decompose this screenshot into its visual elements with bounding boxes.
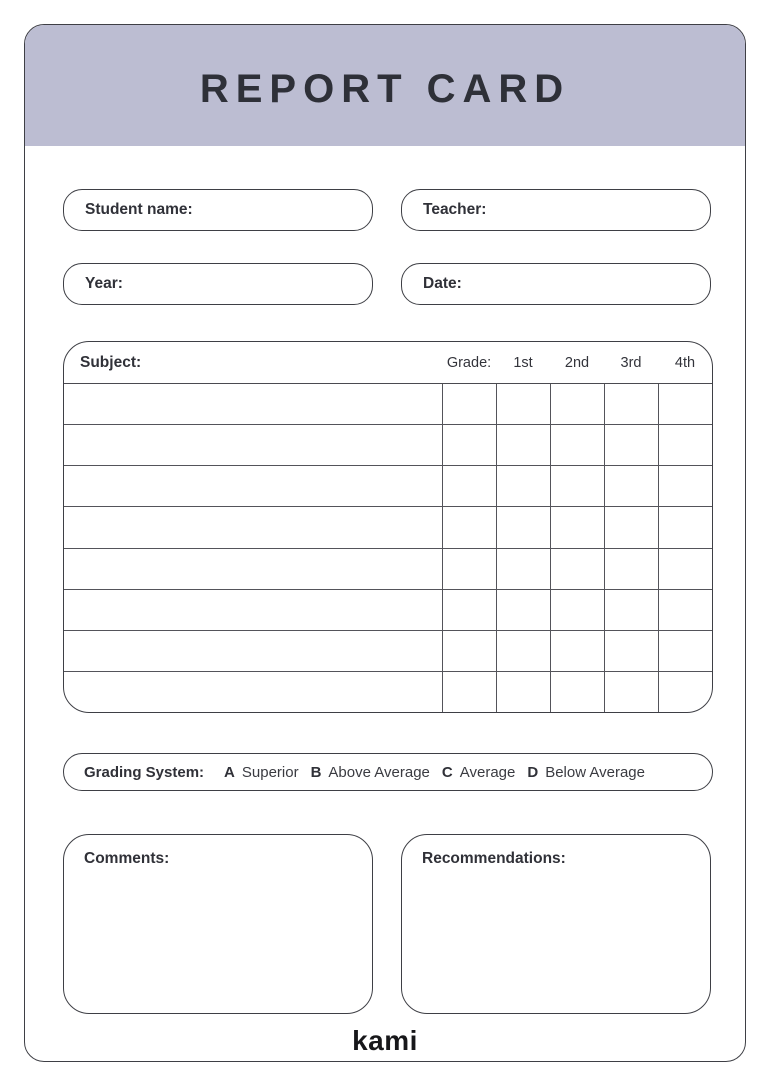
grade-column-header: Grade:	[446, 354, 492, 371]
grade-cell[interactable]	[496, 672, 550, 712]
grade-cell[interactable]	[658, 672, 712, 712]
table-row	[64, 590, 712, 631]
grade-cell[interactable]	[604, 631, 658, 671]
grade-cell[interactable]	[442, 631, 496, 671]
grade-cell[interactable]	[550, 672, 604, 712]
grade-cell[interactable]	[604, 507, 658, 547]
subject-cell[interactable]	[64, 384, 442, 424]
grade-cell[interactable]	[496, 590, 550, 630]
grade-cell[interactable]	[550, 425, 604, 465]
table-row	[64, 384, 712, 425]
comments-label: Comments:	[84, 850, 170, 867]
grade-cell[interactable]	[550, 549, 604, 589]
subject-cell[interactable]	[64, 549, 442, 589]
period-3rd-header: 3rd	[620, 354, 642, 371]
grade-cell[interactable]	[550, 590, 604, 630]
grade-cell[interactable]	[658, 425, 712, 465]
table-row	[64, 672, 712, 712]
teacher-field[interactable]	[401, 189, 711, 231]
grade-letter-b: B	[310, 763, 322, 781]
subject-column-header: Subject:	[80, 353, 142, 371]
grade-letter-d: D	[527, 763, 539, 781]
grading-system-legend	[63, 753, 713, 791]
header-band	[25, 25, 745, 146]
grade-cell[interactable]	[658, 590, 712, 630]
table-header-row	[64, 342, 712, 384]
report-card	[24, 24, 746, 1062]
table-row	[64, 631, 712, 672]
grade-cell[interactable]	[442, 672, 496, 712]
grade-cell[interactable]	[496, 384, 550, 424]
grade-cell[interactable]	[604, 384, 658, 424]
grade-cell[interactable]	[442, 549, 496, 589]
grade-cell[interactable]	[442, 425, 496, 465]
table-row	[64, 507, 712, 548]
grade-meaning-a: Superior	[241, 763, 299, 781]
grade-cell[interactable]	[496, 466, 550, 506]
grading-system-label: Grading System:	[84, 763, 205, 781]
date-label: Date:	[423, 275, 462, 292]
grade-cell[interactable]	[550, 507, 604, 547]
grade-cell[interactable]	[604, 590, 658, 630]
grade-cell[interactable]	[658, 384, 712, 424]
period-4th-header: 4th	[674, 354, 696, 371]
grade-cell[interactable]	[658, 631, 712, 671]
grade-meaning-d: Below Average	[545, 763, 645, 781]
grade-cell[interactable]	[442, 466, 496, 506]
period-2nd-header: 2nd	[564, 354, 590, 371]
year-field[interactable]	[63, 263, 373, 305]
grade-cell[interactable]	[496, 507, 550, 547]
student-name-field[interactable]	[63, 189, 373, 231]
grade-cell[interactable]	[604, 466, 658, 506]
grade-cell[interactable]	[442, 384, 496, 424]
grade-cell[interactable]	[604, 672, 658, 712]
table-body	[64, 384, 712, 712]
grade-cell[interactable]	[604, 549, 658, 589]
teacher-label: Teacher:	[423, 201, 487, 218]
grade-cell[interactable]	[496, 425, 550, 465]
grade-cell[interactable]	[658, 549, 712, 589]
subject-cell[interactable]	[64, 590, 442, 630]
grade-cell[interactable]	[550, 631, 604, 671]
grade-cell[interactable]	[442, 590, 496, 630]
kami-logo: kami	[352, 1025, 418, 1056]
grade-cell[interactable]	[658, 466, 712, 506]
grade-meaning-b: Above Average	[328, 763, 430, 781]
grade-cell[interactable]	[496, 631, 550, 671]
grade-cell[interactable]	[496, 549, 550, 589]
student-name-label: Student name:	[85, 201, 193, 218]
subject-cell[interactable]	[64, 507, 442, 547]
page-title: REPORT CARD	[199, 67, 571, 111]
table-row	[64, 549, 712, 590]
comments-box[interactable]	[63, 834, 373, 1014]
grade-cell[interactable]	[550, 384, 604, 424]
grade-cell[interactable]	[658, 507, 712, 547]
date-field[interactable]	[401, 263, 711, 305]
subject-cell[interactable]	[64, 425, 442, 465]
grade-cell[interactable]	[604, 425, 658, 465]
subject-cell[interactable]	[64, 631, 442, 671]
recommendations-box[interactable]	[401, 834, 711, 1014]
subject-cell[interactable]	[64, 466, 442, 506]
recommendations-label: Recommendations:	[422, 850, 566, 867]
table-row	[64, 466, 712, 507]
grade-cell[interactable]	[442, 507, 496, 547]
grade-letter-a: A	[224, 763, 235, 781]
period-1st-header: 1st	[513, 354, 533, 371]
grades-table	[63, 341, 713, 713]
year-label: Year:	[85, 275, 123, 292]
grade-letter-c: C	[441, 763, 453, 781]
grade-meaning-c: Average	[459, 763, 516, 781]
grade-cell[interactable]	[550, 466, 604, 506]
table-row	[64, 425, 712, 466]
subject-cell[interactable]	[64, 672, 442, 712]
